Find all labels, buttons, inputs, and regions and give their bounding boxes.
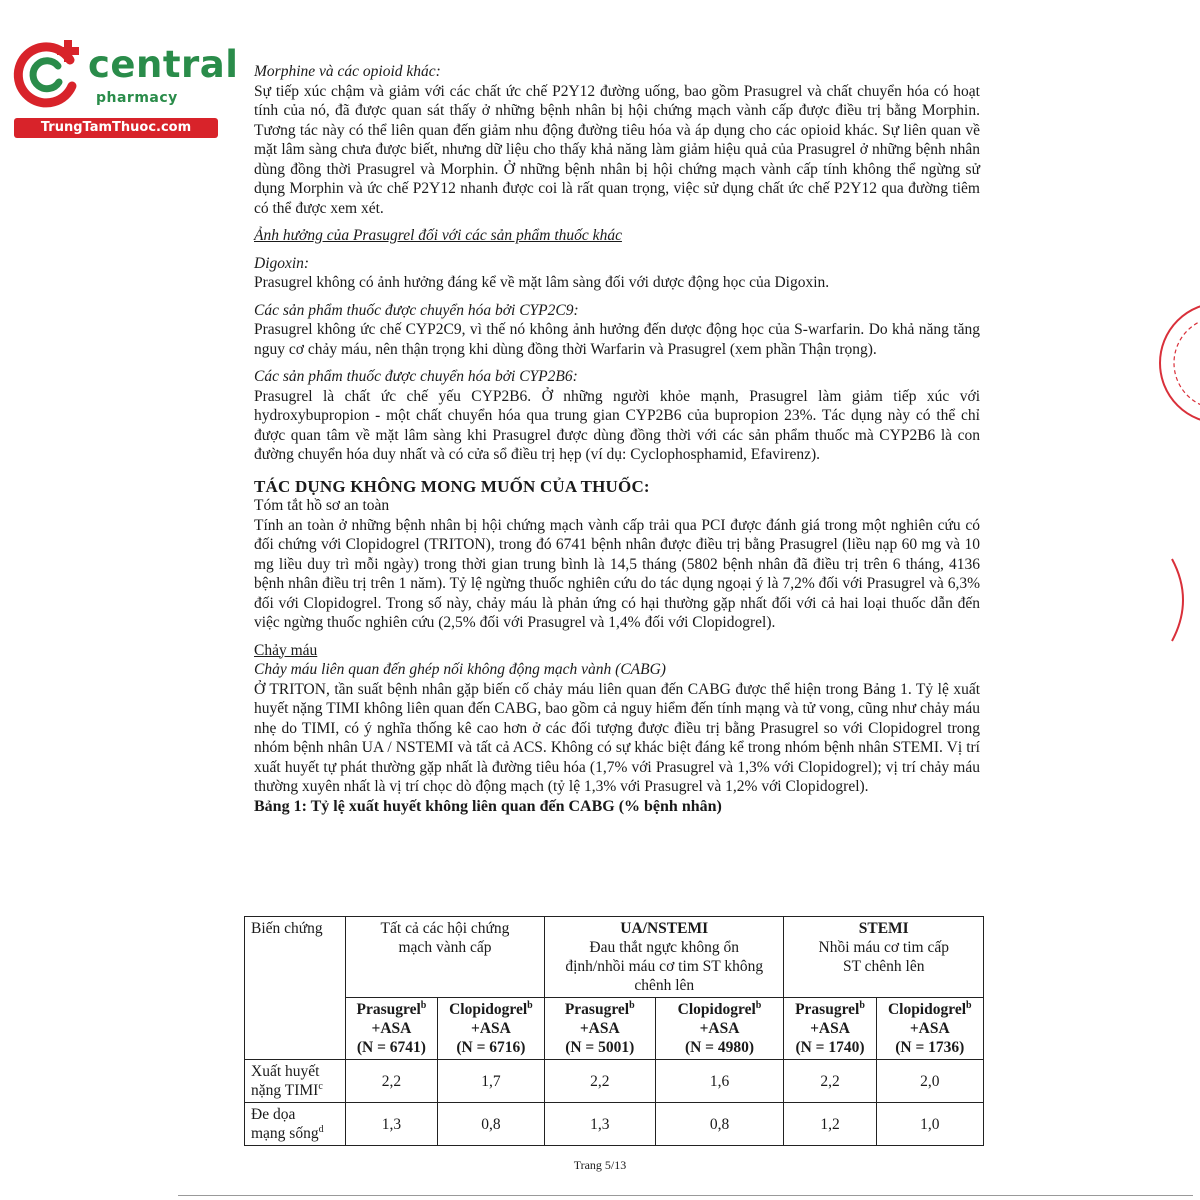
page-number: Trang 5/13 xyxy=(573,1158,627,1172)
table-cell: 2,2 xyxy=(544,1060,655,1103)
table-cell: 1,7 xyxy=(437,1060,544,1103)
table-cell: 0,8 xyxy=(655,1103,784,1146)
cyp2c9-text: Prasugrel không ức chế CYP2C9, vì thế nó không ảnh hưởng đến dược động học của S-warfarin. Do khả năng tăng nguy cơ chảy máu, nên thận trọng khi dùng đồng thời Warfarin và Prasugrel (xem phần Thận trọng). xyxy=(254,321,980,358)
group-title: UA/NSTEMI xyxy=(620,920,709,937)
red-stamp-icon xyxy=(1150,298,1200,428)
column-header: Prasugrel$^b$ +ASA (N = 5001) xyxy=(544,998,655,1060)
digoxin-text: Prasugrel không có ảnh hưởng đáng kể về mặt lâm sàng đối với dược động học của Digoxin. xyxy=(254,274,830,291)
morphine-text: Sự tiếp xúc chậm và giảm với các chất ức chế P2Y12 đường uống, bao gồm Prasugrel và chất chuyển hóa có hoạt tính của nó, đã được quan sát thấy ở những bệnh nhân bị hội chứng mạch vành cấp được điều trị bằng Morphin. Tương tác này có thể liên quan đến giảm nhu động đường tiêu hóa và áp dụng cho các opioid khác. Sự liên quan về mặt lâm sàng chưa được biết, nhưng dữ liệu cho thấy khả năng làm giảm hiệu quả của Prasugrel ở những bệnh nhân dùng đồng thời Prasugrel và Morphin. Ở những bệnh nhân bị hội chứng mạch vành cấp tính không thể ngừng sử dụng Morphin và ức chế P2Y12 nhanh được coi là rất quan trọng, việc sử dụng chất ức chế P2Y12 qua đường tiêm có thể được xem xét. xyxy=(254,82,980,217)
row-label: Xuất huyết nặng TIMI$^c$ xyxy=(245,1060,346,1103)
group-header-all-acs xyxy=(346,917,545,998)
cabg-text: Ở TRITON, tần suất bệnh nhân gặp biến cố chảy máu liên quan đến CABG được thể hiện trong Bảng 1. Tỷ lệ xuất huyết nặng TIMI không liên quan đến CABG, bao gồm cả nguy hiểm đến tính mạng và tử vong, cũng như chảy máu nhẹ do TIMI, có ý nghĩa thống kê cao hơn ở các đối tượng được điều trị bằng Prasugrel so với Clopidogrel trong nhóm bệnh nhân UA / NSTEMI và tất cả ACS. Không có sự khác biệt đáng kể trong nhóm bệnh nhân STEMI. Vị trí xuất huyết tự phát thường gặp nhất là đường tiêu hóa (1,7% với Prasugrel và 1,3% với Clopidogrel); vị trí chảy máu thường xuyên nhất là vị trí chọc dò động mạch (tỷ lệ 1,3% với Prasugrel và 1,2% với Clopidogrel). xyxy=(254,680,980,795)
safety-title: Tóm tắt hồ sơ an toàn xyxy=(254,497,390,514)
safety-text: Tính an toàn ở những bệnh nhân bị hội chứng mạch vành cấp trải qua PCI được đánh giá trong một nghiên cứu có đối chứng với Clopidogrel (TRITON), trong đó 6741 bệnh nhân được điều trị bằng Prasugrel (liều nạp 60 mg và 10 mg liều duy trì mỗi ngày) trong thời gian trung bình là 14,5 tháng (5802 bệnh nhân đã điều trị trên 6 tháng, 4136 bệnh nhân điều trị trên 1 năm). Tỷ lệ ngừng thuốc nghiên cứu do tác dụng ngoại ý là 7,2% đối với Prasugrel và 6,3% đối với Clopidogrel. Trong số này, chảy máu là phản ứng có hại thường gặp nhất đối với cả hai loại thuốc dẫn đến việc ngừng thuốc nghiên cứu (2,5% đối với Prasugrel và 1,4% đối với Clopidogrel). xyxy=(254,516,980,631)
row-label: Đe dọa mạng sống$^d$ xyxy=(245,1103,346,1146)
group-subtitle: Tất cả các hội chứng mạch vành cấp xyxy=(380,920,510,956)
effects-title: Ảnh hưởng của Prasugrel đối với các sản phẩm thuốc khác xyxy=(254,227,622,244)
table-cell: 1,3 xyxy=(346,1103,438,1146)
central-logo-mark-icon xyxy=(12,38,84,110)
page-bottom-border xyxy=(178,1195,1193,1196)
table-cell: 0,8 xyxy=(437,1103,544,1146)
cyp2b6-text: Prasugrel là chất ức chế yếu CYP2B6. Ở những người khỏe mạnh, Prasugrel làm giảm tiếp xúc với hydroxybupropion - một chất chuyển hóa qua trung gian CYP2B6 của bupropion 23%. Tác dụng này có thể chỉ được quan tâm về mặt lâm sàng khi Prasugrel được dùng đồng thời với các sản phẩm thuốc mà CYP2B6 là con đường chuyển hóa duy nhất và có cửa sổ điều trị hẹp (ví dụ: Cyclophosphamid, Efavirenz). xyxy=(254,387,980,463)
column-header: Clopidogrel$^b$ +ASA (N = 1736) xyxy=(876,998,983,1060)
logo-subtitle: pharmacy xyxy=(96,90,178,106)
table-corner-header: Biến chứng xyxy=(245,917,346,1060)
document-page xyxy=(254,62,980,816)
cabg-title: Chảy máu liên quan đến ghép nối không động mạch vành (CABG) xyxy=(254,661,666,678)
column-header: Prasugrel$^b$ +ASA (N = 6741) xyxy=(346,998,438,1060)
table-cell: 2,2 xyxy=(346,1060,438,1103)
group-header-ua-nstemi xyxy=(544,917,784,998)
group-subtitle: Đau thắt ngực không ổn định/nhồi máu cơ tim ST không chênh lên xyxy=(565,939,764,994)
central-pharmacy-logo xyxy=(8,34,239,144)
table-title: Bảng 1: Tỷ lệ xuất huyết không liên quan đến CABG (% bệnh nhân) xyxy=(254,797,722,815)
table-cell: 2,0 xyxy=(876,1060,983,1103)
table-cell: 2,2 xyxy=(784,1060,876,1103)
adverse-effects-heading: TÁC DỤNG KHÔNG MONG MUỐN CỦA THUỐC: xyxy=(254,476,650,496)
bleeding-rates-table xyxy=(244,916,984,1146)
group-header-stemi xyxy=(784,917,984,998)
table-row xyxy=(245,1060,984,1103)
table-cell: 1,0 xyxy=(876,1103,983,1146)
column-header: Clopidogrel$^b$ +ASA (N = 6716) xyxy=(437,998,544,1060)
table-row xyxy=(245,1103,984,1146)
red-stamp-edge-icon xyxy=(1160,555,1200,645)
table-cell: 1,2 xyxy=(784,1103,876,1146)
column-header: Clopidogrel$^b$ +ASA (N = 4980) xyxy=(655,998,784,1060)
cyp2b6-title: Các sản phẩm thuốc được chuyển hóa bởi CYP2B6: xyxy=(254,368,578,385)
cyp2c9-title: Các sản phẩm thuốc được chuyển hóa bởi CYP2C9: xyxy=(254,301,579,319)
table-cell: 1,3 xyxy=(544,1103,655,1146)
group-title: STEMI xyxy=(858,920,909,937)
group-subtitle: Nhồi máu cơ tim cấp ST chênh lên xyxy=(818,939,949,975)
logo-banner: TrungTamThuoc.com xyxy=(14,118,218,138)
column-header: Prasugrel$^b$ +ASA (N = 1740) xyxy=(784,998,876,1060)
table-cell: 1,6 xyxy=(655,1060,784,1103)
morphine-title: Morphine và các opioid khác: xyxy=(254,63,441,80)
logo-word: central xyxy=(88,43,239,86)
digoxin-title: Digoxin: xyxy=(254,254,310,272)
bleeding-title: Chảy máu xyxy=(254,641,318,659)
